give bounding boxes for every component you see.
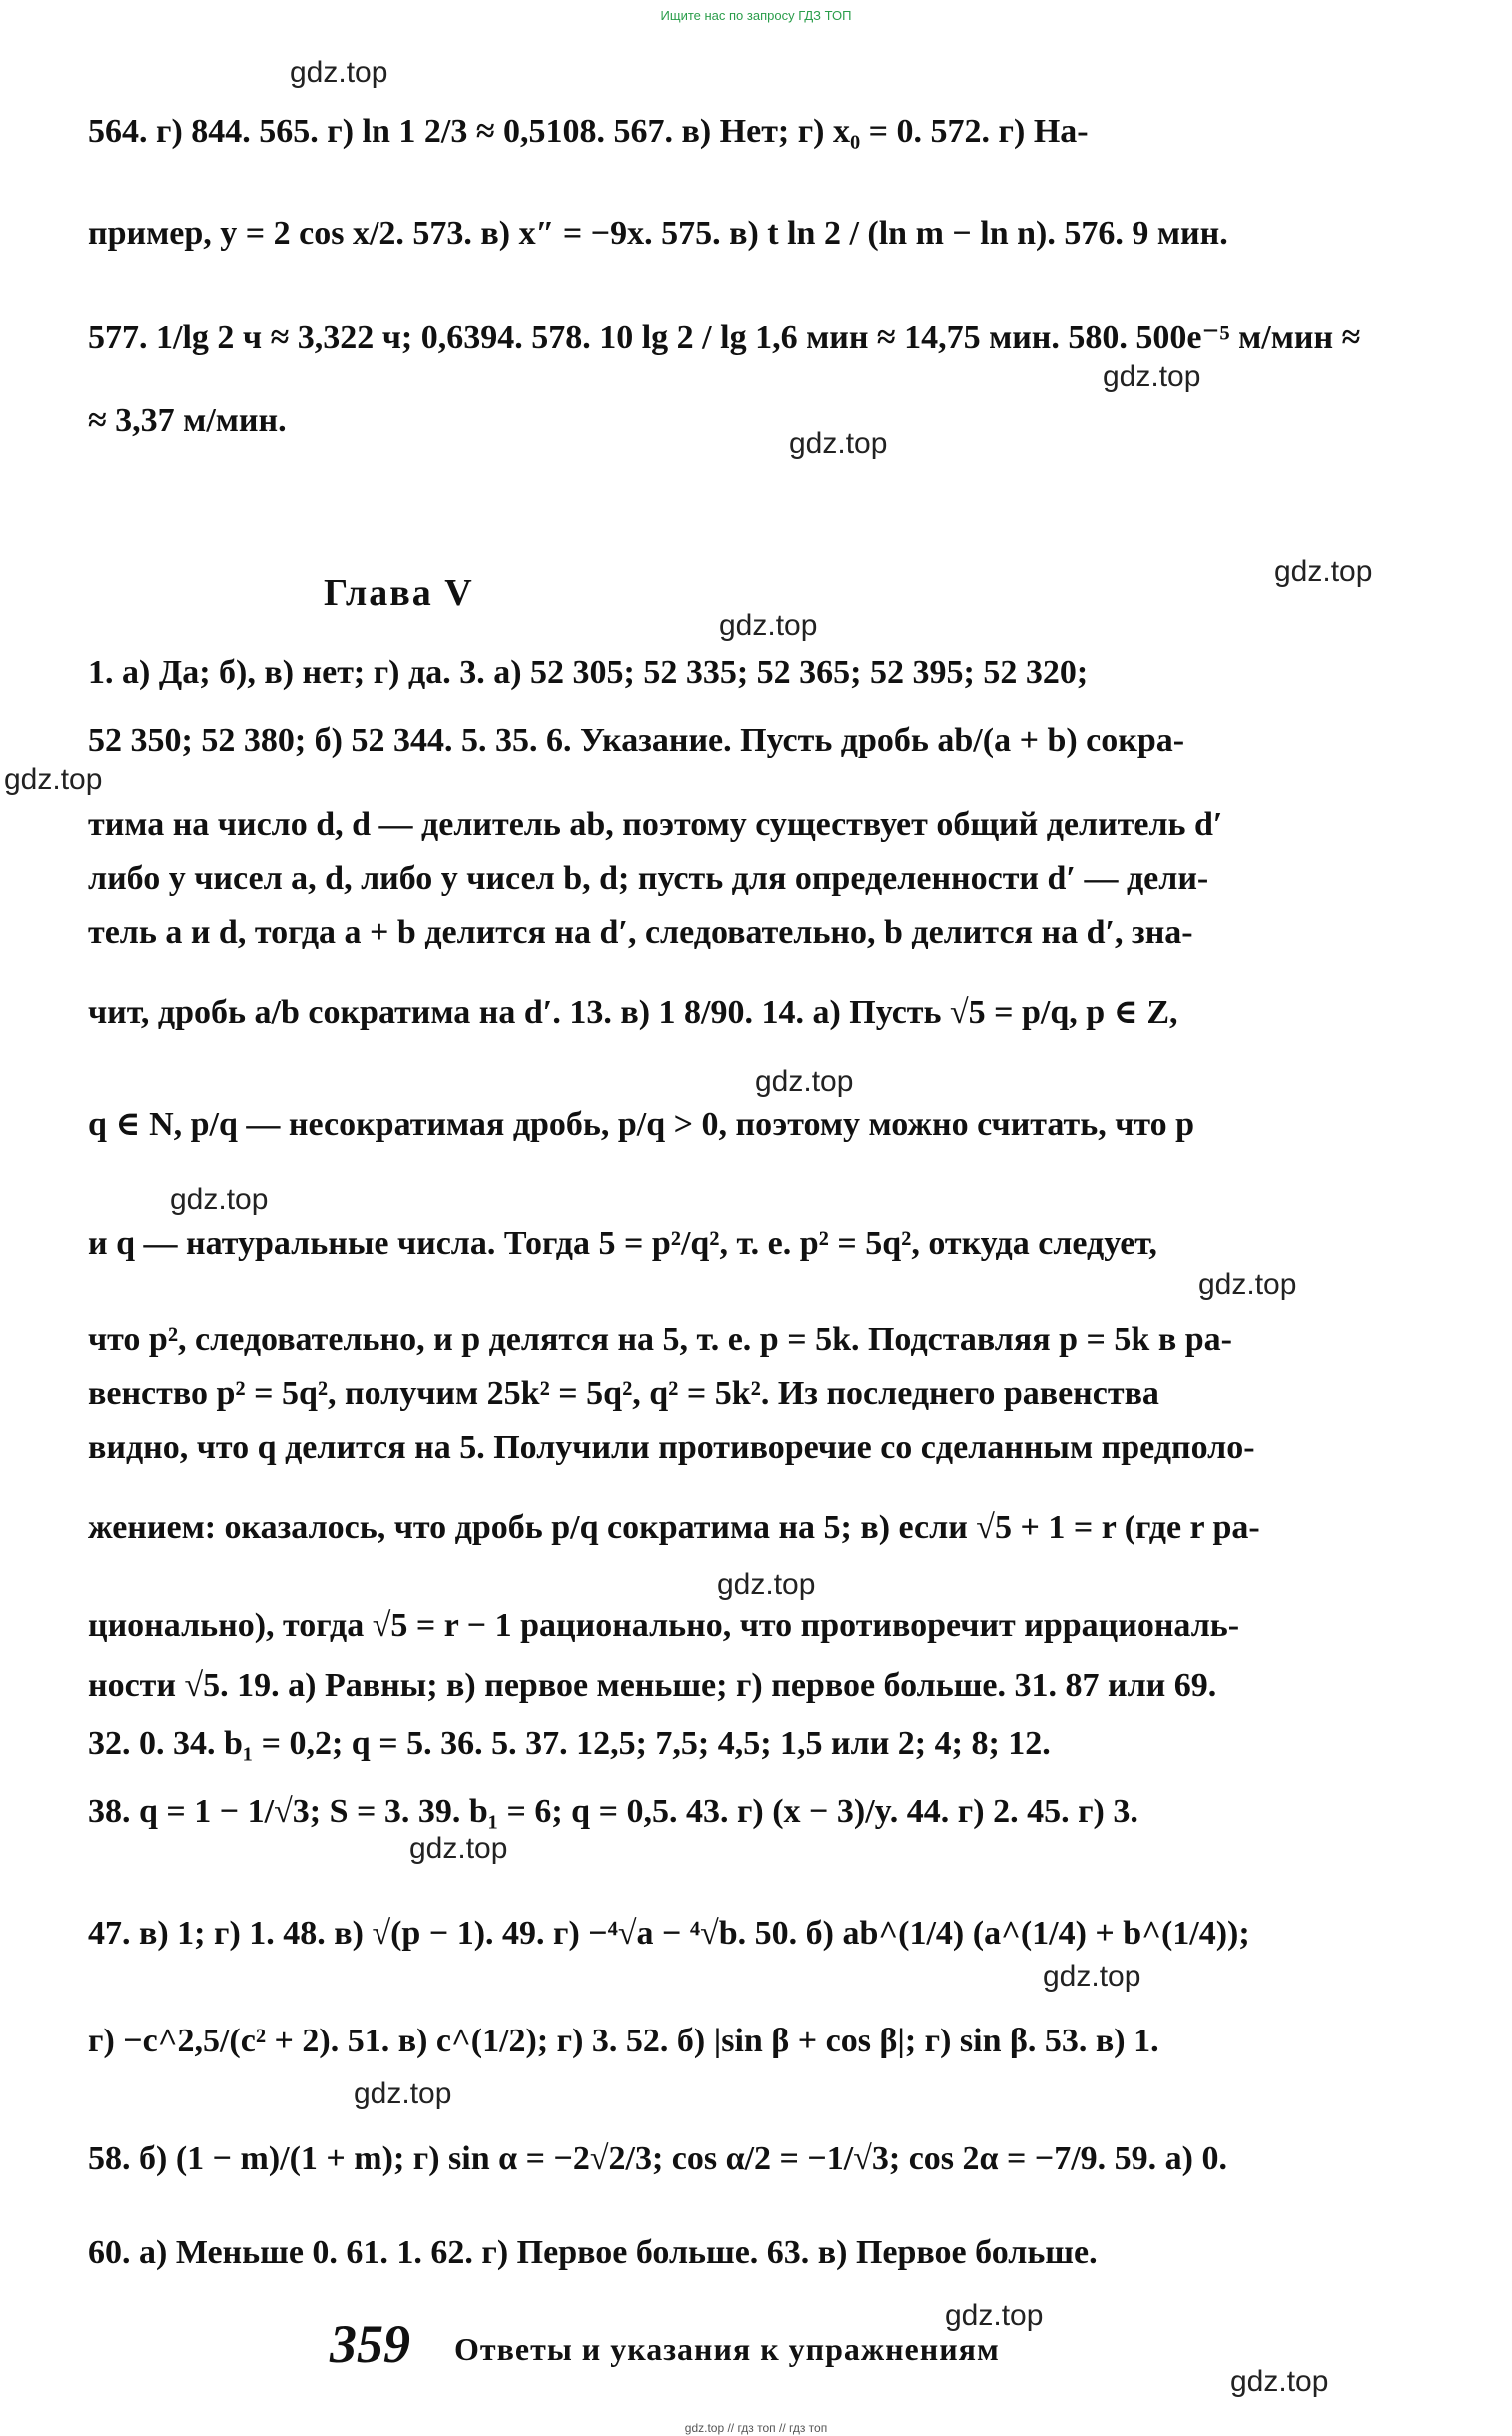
text-line: q ∈ N, p/q — несократимая дробь, p/q > 0, поэтому можно считать, что p: [88, 1106, 1195, 1143]
text-line: пример, y = 2 cos x/2. 573. в) x″ = −9x. 575. в) t ln 2 / (ln m − ln n). 576. 9 мин.: [88, 215, 1228, 252]
text-line: жением: оказалось, что дробь p/q сократима на 5; в) если √5 + 1 = r (где r ра-: [88, 1509, 1260, 1546]
watermark: gdz.top: [1274, 555, 1373, 588]
text-line: г) −c^2,5/(c² + 2). 51. в) c^(1/2); г) 3. 52. б) |sin β + cos β|; г) sin β. 53. в) 1.: [88, 2023, 1159, 2059]
watermark: gdz.top: [789, 427, 888, 460]
text-line: 32. 0. 34. b₁ = 0,2; q = 5. 36. 5. 37. 12,5; 7,5; 4,5; 1,5 или 2; 4; 8; 12.: [88, 1725, 1051, 1762]
watermark: gdz.top: [354, 2077, 452, 2110]
watermark: gdz.top: [945, 2299, 1044, 2332]
page-number: 359: [330, 2314, 410, 2374]
text-line: 1. а) Да; б), в) нет; г) да. 3. а) 52 305; 52 335; 52 365; 52 395; 52 320;: [88, 654, 1089, 691]
top-caption: Ищите нас по запросу ГДЗ ТОП: [660, 8, 852, 23]
watermark: gdz.top: [719, 609, 818, 642]
running-title: Ответы и указания к упражнениям: [454, 2331, 1000, 2367]
bottom-caption: gdz.top // гдз топ // гдз топ: [684, 2421, 828, 2435]
text-line: видно, что q делится на 5. Получили противоречие со сделанным предполо-: [88, 1429, 1255, 1466]
chapter-title: Глава V: [324, 572, 474, 614]
text-line: венство p² = 5q², получим 25k² = 5q², q² = 5k². Из последнего равенства: [88, 1375, 1159, 1412]
text-line: и q — натуральные числа. Тогда 5 = p²/q², т. е. p² = 5q², откуда следует,: [88, 1225, 1157, 1262]
watermark: gdz.top: [755, 1065, 854, 1098]
watermark: gdz.top: [717, 1568, 816, 1601]
text-line: ционально), тогда √5 = r − 1 рационально, что противоречит иррациональ-: [88, 1607, 1240, 1644]
text-line: либо у чисел a, d, либо у чисел b, d; пусть для определенности d′ — дели-: [88, 860, 1209, 897]
text-line: 577. 1/lg 2 ч ≈ 3,322 ч; 0,6394. 578. 10 lg 2 / lg 1,6 мин ≈ 14,75 мин. 580. 500e⁻⁵ м/мин ≈: [88, 319, 1361, 356]
text-line: ≈ 3,37 м/мин.: [88, 403, 287, 439]
text-line: 564. г) 844. 565. г) ln 1 2/3 ≈ 0,5108. 567. в) Нет; г) x₀ = 0. 572. г) На-: [88, 113, 1089, 150]
watermark: gdz.top: [4, 763, 103, 796]
text-line: ности √5. 19. а) Равны; в) первое меньше; г) первое больше. 31. 87 или 69.: [88, 1667, 1217, 1704]
text-line: 60. а) Меньше 0. 61. 1. 62. г) Первое больше. 63. в) Первое больше.: [88, 2234, 1098, 2271]
watermark: gdz.top: [1198, 1268, 1297, 1301]
text-line: чит, дробь a/b сократима на d′. 13. в) 1 8/90. 14. а) Пусть √5 = p/q, p ∈ Z,: [88, 994, 1178, 1031]
watermark: gdz.top: [1043, 1960, 1141, 1993]
watermark: gdz.top: [1230, 2365, 1329, 2398]
watermark: gdz.top: [1103, 360, 1201, 393]
text-line: что p², следовательно, и p делятся на 5, т. е. p = 5k. Подставляя p = 5k в ра-: [88, 1321, 1232, 1358]
text-line: 52 350; 52 380; б) 52 344. 5. 35. 6. Указание. Пусть дробь ab/(a + b) сокра-: [88, 722, 1185, 759]
text-line: 58. б) (1 − m)/(1 + m); г) sin α = −2√2/3; cos α/2 = −1/√3; cos 2α = −7/9. 59. а) 0.: [88, 2140, 1228, 2177]
watermark: gdz.top: [290, 56, 388, 89]
watermark: gdz.top: [170, 1183, 269, 1216]
watermark: gdz.top: [409, 1832, 508, 1865]
text-line: 47. в) 1; г) 1. 48. в) √(p − 1). 49. г) −⁴√a − ⁴√b. 50. б) ab^(1/4) (a^(1/4) + b^(1/4));: [88, 1915, 1250, 1952]
text-line: тима на число d, d — делитель ab, поэтому существует общий делитель d′: [88, 806, 1223, 843]
text-line: тель a и d, тогда a + b делится на d′, следовательно, b делится на d′, зна-: [88, 914, 1193, 951]
text-line: 38. q = 1 − 1/√3; S = 3. 39. b₁ = 6; q = 0,5. 43. г) (x − 3)/y. 44. г) 2. 45. г) 3.: [88, 1793, 1138, 1830]
